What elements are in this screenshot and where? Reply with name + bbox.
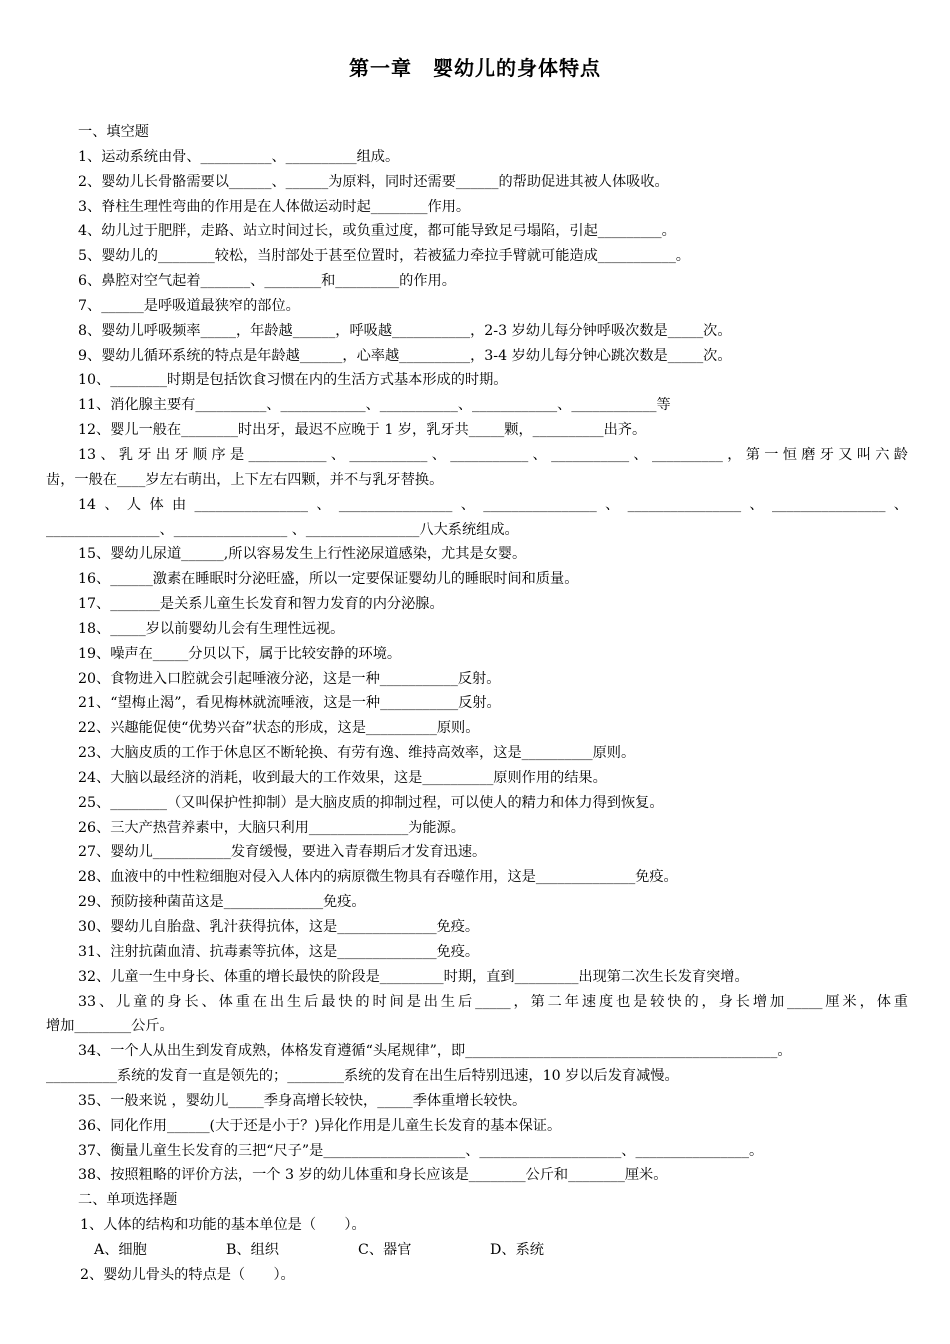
question-line: 二、单项选择题 [78, 1192, 178, 1209]
question-line: 10、________时期是包括饮食习惯在内的生活方式基本形成的时期。 [78, 372, 508, 389]
question-line: 16、______激素在睡眠时分泌旺盛，所以一定要保证婴幼儿的睡眠时间和质量。 [78, 571, 579, 588]
chapter-title: 第一章 婴幼儿的身体特点 [349, 56, 601, 80]
question-line: 2、婴幼儿长骨骼需要以______、______为原料，同时还需要______的帮助促进其被人体吸收。 [78, 173, 669, 190]
question-line: 6、鼻腔对空气起着_______、________和_________的作用。 [78, 273, 456, 290]
question-line: 一、填空题 [78, 124, 149, 140]
question-line: 8、婴幼儿呼吸频率_____，年龄越______，呼吸越___________，2-3 岁幼儿每分钟呼吸次数是_____次。 [78, 322, 732, 339]
choice-option: C、器官 [358, 1241, 412, 1258]
question-line: 26、三大产热营养素中，大脑只利用______________为能源。 [78, 819, 465, 836]
question-line: 37、衡量儿童生长发育的三把“尺子”是____________________、____________________、________________。 [78, 1142, 764, 1159]
question-line: 17、_______是关系儿童生长发育和智力发育的内分泌腺。 [78, 596, 444, 613]
question-line: 7、______是呼吸道最狭窄的部位。 [78, 297, 300, 314]
question-line: 19、噪声在_____分贝以下，属于比较安静的环境。 [78, 645, 402, 662]
question-line: 29、预防接种菌苗这是______________免疫。 [78, 894, 366, 911]
question-line: 33、儿童的身长、体重在出生后最快的时间是出生后_____，第二年速度也是较快的，身长增加_____厘米，体重 [78, 993, 908, 1010]
question-line: 21、“望梅止渴”，看见梅林就流唾液，这是一种___________反射。 [78, 695, 501, 712]
question-line: 36、同化作用______(大于还是小于？)异化作用是儿童生长发育的基本保证。 [78, 1117, 562, 1134]
question-line: 25、________（又叫保护性抑制）是大脑皮质的抑制过程，可以使人的精力和体力得到恢复。 [78, 794, 664, 811]
question-line: 2、婴幼儿骨头的特点是（ ）。 [80, 1266, 295, 1283]
question-line: 12、婴儿一般在________时出牙，最迟不应晚于 1 岁，乳牙共_____颗，__________出齐。 [78, 422, 647, 439]
question-line: 28、血液中的中性粒细胞对侵入人体内的病原微生物具有吞噬作用，这是______________免疫。 [78, 869, 678, 886]
question-line: 11、消化腺主要有__________、____________、___________、____________、____________等 [78, 397, 671, 414]
question-line: 14、人体由________________、________________、________________、________________、________________、 [78, 496, 908, 513]
question-line: ________________、________________ 、________________八大系统组成。 [46, 521, 519, 538]
question-line: 齿，一般在____岁左右萌出，上下左右四颗，并不与乳牙替换。 [46, 471, 444, 488]
question-line: 1、运动系统由骨、__________、__________组成。 [78, 148, 400, 165]
choice-option: D、系统 [490, 1241, 544, 1258]
question-line: 32、儿童一生中身长、体重的增长最快的阶段是_________时期，直到_________出现第二次生长发育突增。 [78, 968, 749, 985]
question-line: 23、大脑皮质的工作于休息区不断轮换、有劳有逸、维持高效率，这是__________原则。 [78, 745, 636, 762]
question-line: 20、食物进入口腔就会引起唾液分泌，这是一种___________反射。 [78, 670, 501, 687]
question-line: 4、幼儿过于肥胖，走路、站立时间过长，或负重过度，都可能导致足弓塌陷，引起_________。 [78, 223, 676, 240]
question-line: 15、婴幼儿尿道______,所以容易发生上行性泌尿道感染，尤其是女婴。 [78, 546, 527, 563]
question-line: 31、注射抗菌血清、抗毒素等抗体，这是______________免疫。 [78, 943, 480, 960]
question-line: 27、婴幼儿___________发育缓慢，要进入青春期后才发育迅速。 [78, 844, 487, 861]
question-line: 22、兴趣能促使“优势兴奋”状态的形成，这是__________原则。 [78, 720, 480, 737]
question-line: 38、按照粗略的评价方法，一个 3 岁的幼儿体重和身长应该是________公斤和________厘米。 [78, 1167, 668, 1184]
question-line: 13、乳牙出牙顺序是___________、___________、___________、___________、__________，第一恒磨牙又叫六龄 [78, 446, 908, 463]
question-line: 30、婴幼儿自胎盘、乳汁获得抗体，这是______________免疫。 [78, 919, 480, 935]
question-line: 35、一般来说 ，婴幼儿_____季身高增长较快，_____季体重增长较快。 [78, 1092, 527, 1109]
question-list [46, 120, 908, 1288]
choice-option: A、细胞 [94, 1241, 147, 1258]
choice-option: B、组织 [226, 1241, 279, 1258]
question-line: 24、大脑以最经济的消耗，收到最大的工作效果，这是__________原则作用的结果。 [78, 769, 607, 786]
question-line: 34、一个人从出生到发育成熟，体格发育遵循“头尾规律”，即____________________________________________。 [78, 1043, 792, 1060]
question-line: 3、脊柱生理性弯曲的作用是在人体做运动时起________作用。 [78, 198, 471, 215]
question-line: 18、_____岁以前婴幼儿会有生理性远视。 [78, 620, 345, 637]
question-line: 9、婴幼儿循环系统的特点是年龄越______，心率越__________，3-4 岁幼儿每分钟心跳次数是_____次。 [78, 347, 732, 364]
question-line: __________系统的发育一直是领先的；________系统的发育在出生后特别迅速，10 岁以后发育减慢。 [46, 1068, 679, 1085]
question-line: 5、婴幼儿的________较松，当肘部处于甚至位置时，若被猛力牵拉手臂就可能造成___________。 [78, 248, 690, 265]
question-line: 1、人体的结构和功能的基本单位是（ ）。 [80, 1217, 366, 1234]
question-line: 增加________公斤。 [46, 1018, 174, 1035]
q1-options [46, 1238, 908, 1263]
